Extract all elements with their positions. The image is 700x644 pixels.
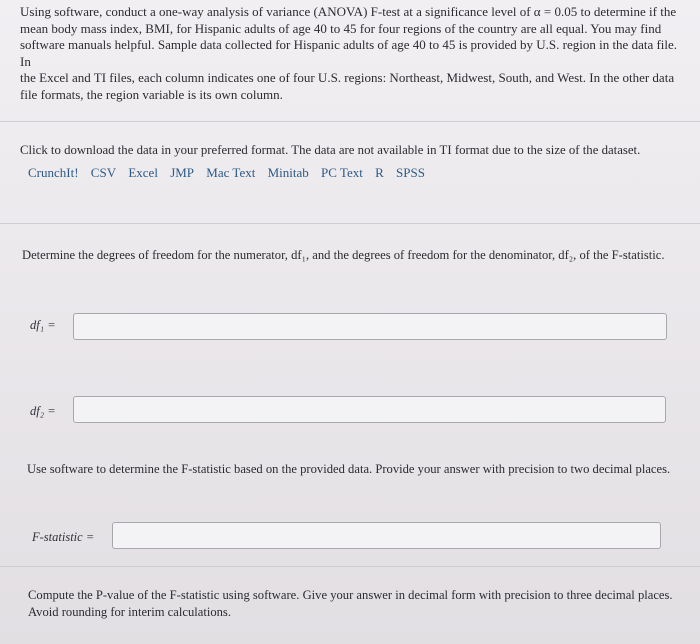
df1-input[interactable] — [74, 314, 666, 339]
link-pc-text[interactable]: PC Text — [321, 165, 363, 180]
link-csv[interactable]: CSV — [90, 165, 117, 180]
intro-line-3: software manuals helpful. Sample data collected for Hispanic adults of age 40 to 45 is provided by U.S. region in the data file. In — [20, 37, 678, 69]
df1-field[interactable] — [73, 313, 667, 340]
link-mac-text[interactable]: Mac Text — [206, 165, 256, 180]
fstat-label: F-statistic = — [32, 530, 95, 544]
df1-label: df₁ = — [30, 318, 56, 332]
link-excel[interactable]: Excel — [128, 165, 158, 180]
df2-input[interactable] — [74, 397, 665, 422]
intro-line-1: Using software, conduct a one-way analysis of variance (ANOVA) F-test at a significance level of α = 0.05 to determine if the — [20, 4, 677, 19]
link-spss[interactable]: SPSS — [396, 165, 425, 180]
fstat-field[interactable] — [112, 522, 661, 549]
df-question: Determine the degrees of freedom for the numerator, df₁, and the degrees of freedom for the denominator, df₂, of the F-statistic. — [22, 248, 665, 262]
intro-line-5: file formats, the region variable is its own column. — [20, 86, 283, 102]
intro-line-2: mean body mass index, BMI, for Hispanic adults of age 40 to 45 for four regions of the country are all equal. You may find — [20, 20, 662, 36]
df2-field[interactable] — [73, 396, 666, 423]
link-crunchit[interactable]: CrunchIt! — [28, 165, 79, 180]
df2-label: df₂ = — [30, 404, 56, 418]
link-jmp[interactable]: JMP — [170, 165, 195, 180]
divider — [0, 566, 700, 567]
link-r[interactable]: R — [375, 165, 384, 180]
intro-line-4: the Excel and TI files, each column indicates one of four U.S. regions: Northeast, Midwest, South, and West. In the other data — [20, 70, 675, 85]
pvalue-question-line-1: Compute the P-value of the F-statistic using software. Give your answer in decimal form with precision to three decimal places. — [28, 588, 673, 602]
divider — [0, 121, 700, 122]
fstat-question: Use software to determine the F-statistic based on the provided data. Provide your answer with precision to two decimal places. — [27, 462, 671, 476]
link-minitab[interactable]: Minitab — [267, 165, 309, 180]
pvalue-question-line-2: Avoid rounding for interim calculations. — [28, 605, 231, 619]
download-instructions: Click to download the data in your preferred format. The data are not available in TI format due to the size of the dataset. — [20, 143, 641, 157]
download-links — [28, 165, 434, 181]
divider — [0, 223, 700, 224]
fstat-input[interactable] — [113, 523, 660, 548]
problem-intro — [20, 4, 688, 103]
